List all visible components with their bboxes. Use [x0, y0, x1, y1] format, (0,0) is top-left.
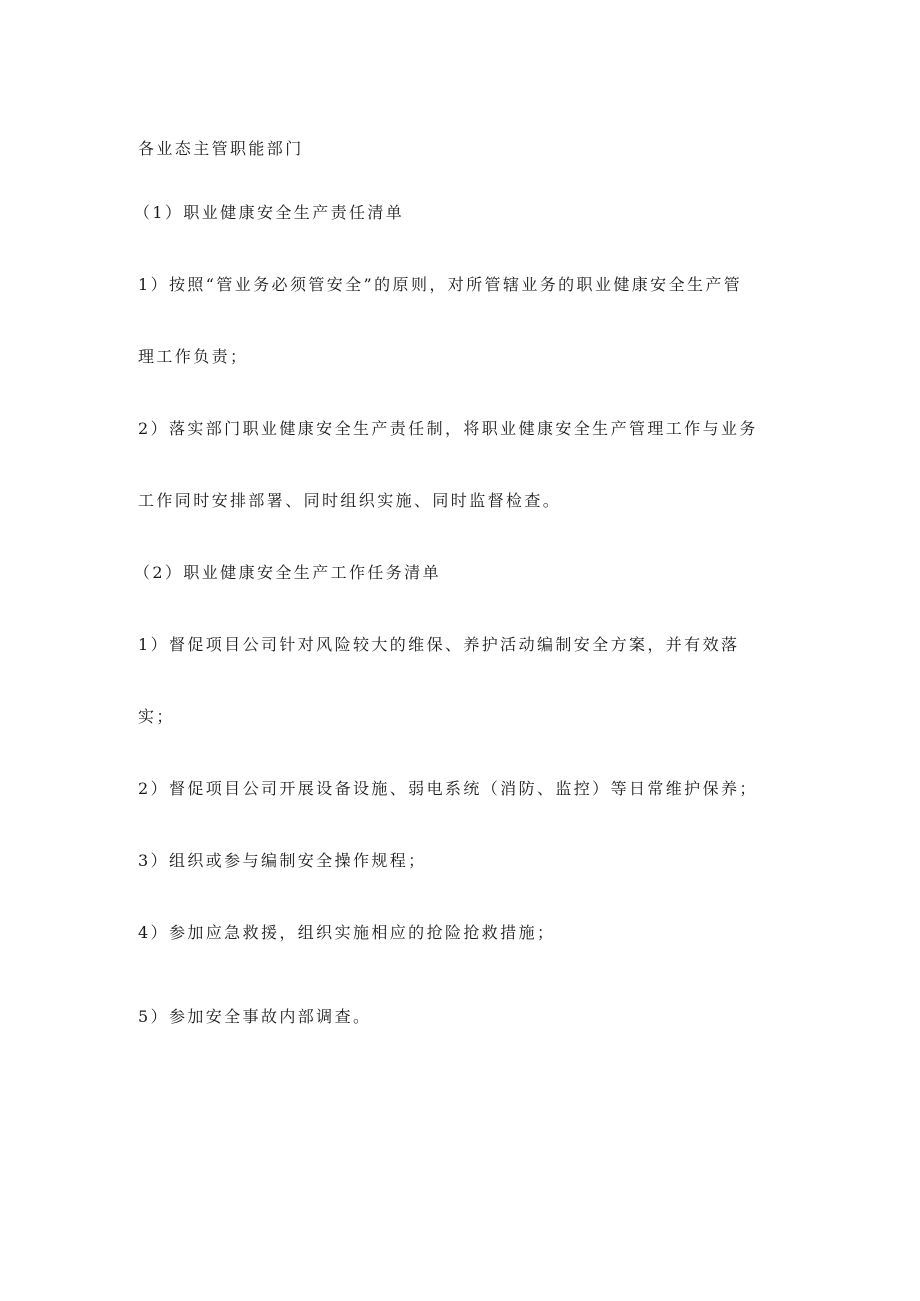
section2-item4: 4）参加应急救援，组织实施相应的抢险抢救措施； [138, 923, 556, 942]
section1-item2-line1: 2）落实部门职业健康安全生产责任制，将职业健康安全生产管理工作与业务 [138, 419, 758, 438]
section2-item1-line2: 实； [138, 707, 175, 726]
section2-item3: 3）组织或参与编制安全操作规程； [138, 851, 427, 870]
section1-item1-line1: 1）按照“管业务必须管安全”的原则，对所管辖业务的职业健康安全生产管 [138, 275, 743, 294]
section2-item1-line1: 1）督促项目公司针对风险较大的维保、养护活动编制安全方案，并有效落 [138, 635, 740, 654]
section2-item5: 5）参加安全事故内部调查。 [138, 1007, 372, 1026]
section2-title: （2）职业健康安全生产工作任务清单 [134, 563, 441, 582]
section1-item2-line2: 工作同时安排部署、同时组织实施、同时监督检查。 [138, 491, 562, 510]
section1-item1-line2: 理工作负责； [138, 347, 249, 366]
section2-item2: 2）督促项目公司开展设备设施、弱电系统（消防、监控）等日常维护保养； [138, 779, 758, 798]
document-heading: 各业态主管职能部门 [138, 139, 304, 158]
section1-title: （1）职业健康安全生产责任清单 [134, 203, 405, 222]
